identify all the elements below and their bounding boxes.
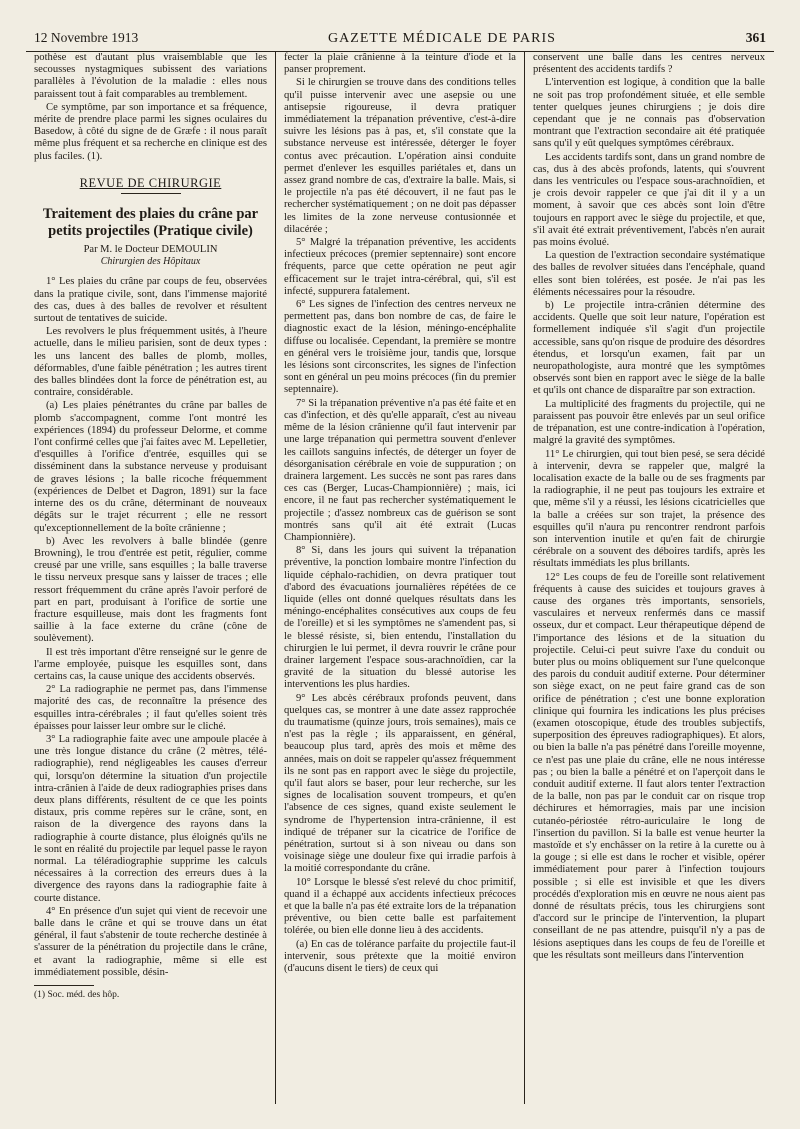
paragraph: conservent une balle dans les centres nerveux présentent des accidents tardifs ? xyxy=(533,52,765,76)
paragraph: La question de l'extraction secondaire systématique des balles de revolver situées dans l'encéphale, quand elles sont bien tolérées, est posée. Je n'ai pas les éléments nécessaires pour la résoudre. xyxy=(533,250,765,298)
column-1 xyxy=(26,52,275,1104)
paragraph: b) Avec les revolvers à balle blindée (genre Browning), le trou d'entrée est petit, régulier, comme creusé par une vrille, sans esquilles ; la balle traverse le tissu nerveux presque sans y laisser de traces ; elle ressort fréquemment du crâne après l'avoir perforé de part en part, produisant à l'orifice de sortie une fracture esquilleuse, mais dont les fragments font saillie à la face externe du crâne (cône de soulèvement). xyxy=(34,535,267,645)
paragraph: L'intervention est logique, à condition que la balle ne soit pas trop profondément située, et elle semble tenter quelques jeunes chirurgiens ; je dois dire cependant que je ne connais pas d'observation montrant que l'extraction secondaire ait été pratiquée sans qu'il y eût quelques symptômes cérébraux. xyxy=(533,77,765,150)
section-divider xyxy=(121,193,181,194)
section-title: REVUE DE CHIRURGIE xyxy=(79,175,222,190)
page-header xyxy=(26,30,774,47)
paragraph: (a) En cas de tolérance parfaite du projectile faut-il intervenir, sous prétexte que la moitié environ (d'aucuns disent le tiers) de ceux qui xyxy=(284,938,516,975)
journal-title: GAZETTE MÉDICALE DE PARIS xyxy=(328,31,556,46)
paragraph: Si le chirurgien se trouve dans des conditions telles qu'il puisse intervenir avec une asepsie ou une antisepsie rigoureuse, il devra pratiquer immédiatement la trépanation préventive, c'est-à-dire suivre les lésions pas à pas, et, s'il constate que la substance nerveuse est intéressée, déterger le foyer contus avec précaution. L'opération ainsi conduite permet d'enlever les esquilles pariétales et, dans un assez grand nombre de cas, d'extraire la balle. Mais, si le projectile n'a pas été découvert, il ne faut pas le rechercher systématiquement ; on ne doit pas dépasser les limites de la zone nerveuse contusionnée et dilacérée ; xyxy=(284,77,516,235)
paragraph: Il est très important d'être renseigné sur le genre de l'arme employée, puisque les esquilles sont, dans certains cas, la cause unique des accidents observés. xyxy=(34,646,267,682)
author-role: Chirurgien des Hôpitaux xyxy=(100,256,201,268)
paragraph: 1° Les plaies du crâne par coups de feu, observées dans la pratique civile, sont, dans l'immense majorité des cas, dues à des balles de revolver et résultent surtout de tentatives de suicide. xyxy=(34,276,267,325)
footnote: (1) Soc. méd. des hôp. xyxy=(34,985,94,1001)
paragraph: 9° Les abcès cérébraux profonds peuvent, dans quelques cas, se montrer à une date assez rapprochée du traumatisme (quinze jours, trois semaines), mais ce n'est pas la règle ; ils apparaissent, en général, beaucoup plus tard, après des mois et même des années, mais on doit se rappeler qu'assez fréquemment ils ne sont pas en rapport avec le siège du projectile, qu'il faut alors se baser, pour leur recherche, sur les signes de localisation souvent trompeurs, et qu'en l'absence de ces signes, quand existe seulement le syndrome de l'hypertension intra-crânienne, il est indiqué de trépaner sur la cicatrice de l'orifice de pénétration, surtout si à son niveau ou dans son voisinage siège une douleur fixe qui irradie parfois à la moitié correspondante du crâne. xyxy=(284,692,516,875)
paragraph: pothèse est d'autant plus vraisemblable que les secousses nystagmiques subissent des variations parallèles à l'évolution de la maladie : elles nous paraissent tout à fait comparables au tremblement. xyxy=(34,52,267,100)
paragraph: 11° Le chirurgien, qui tout bien pesé, se sera décidé à intervenir, devra se rappeler que, malgré la localisation exacte de la balle ou de ses fragments par la radiographie, il ne peut pas toujours les extraire et que, même s'il y a réussi, les lésions cicatricielles que la balle a créées sur son trajet, la présence des esquilles qu'il n'aura pu rencontrer rendront parfois son intervention inutile et qu'en fait de chirurgie cérébrale on a souvent des déboires tardifs, après les résultats immédiats les plus brillants. xyxy=(533,448,765,570)
paragraph: 2° La radiographie ne permet pas, dans l'immense majorité des cas, de reconnaître la présence des esquilles intra-cérébrales ; il faut qu'elles soient très épaisses pour laisser leur ombre sur le cliché. xyxy=(34,684,267,732)
paragraph: fecter la plaie crânienne à la teinture d'iode et la panser proprement. xyxy=(284,52,516,76)
issue-date: 12 Novembre 1913 xyxy=(34,30,139,45)
paragraph: (a) Les plaies pénétrantes du crâne par balles de plomb s'accompagnent, comme l'ont montré les expériences (1894) du professeur Delorme, et comme l'ont confirmé celles que j'ai faites avec M. Lepelletier, d'esquilles à l'orifice d'entrée, esquilles qui se disséminent dans la substance nerveuse y produisant de graves lésions ; la balle ricoche fréquemment (expériences de Delbet et Dagron, 1891) sur la face interne des os du crâne, déterminant de nouveaux dégâts sur le trajet récurrent ; elle ne ressort qu'exceptionnellement de la boîte crânienne ; xyxy=(34,400,267,534)
paragraph: Les accidents tardifs sont, dans un grand nombre de cas, dus à des abcès profonds, latents, qui s'ouvrent dans les ventricules ou l'espace sous-arachnoïdien, et je crois devoir rappeler ce que j'ai dit il y a un moment, à savoir que ces abcès sont loin d'être toujours en rapport avec le siège du projectile, et que, s'il avait été extrait préventivement, l'abcès n'en aurait pas moins évolué. xyxy=(533,151,765,249)
column-3 xyxy=(524,52,773,1104)
paragraph: 4° En présence d'un sujet qui vient de recevoir une balle dans le crâne et qui se trouve dans un état général, il faut s'abstenir de toute recherche destinée à s'assurer de la pénétration du projectile dans le crâne, et avant la radiographie, même si elle est immédiatement possible, désin- xyxy=(34,905,267,978)
page-number: 361 xyxy=(745,30,766,45)
column-2 xyxy=(275,52,524,1104)
paragraph: Ce symptôme, par son importance et sa fréquence, mérite de prendre place parmi les signes oculaires du Basedow, à côté du signe de de Græfe : il nous paraît même plus fréquent et sa recherche en clinique est des plus faciles. (1). xyxy=(34,101,267,162)
paragraph: 3° La radiographie faite avec une ampoule placée à une très longue distance du crâne (2 mètres, téléradiographie), rend négligeables les causes d'erreur qui, lorsqu'on détermine la situation d'un projectile intra-crânien à l'aide de deux radiographies prises dans deux plans différents, résultent de ce que les points distaux, pris comme repères sur le crâne, sont, en raison de la divergence des rayons dans la radiographie à courte distance, plus éloignés qu'ils ne le sont en réalité du projectile par lequel passe le rayon normal. La téléradiographie supprime les calculs nécessaires à la correction des erreurs dues à la divergence des rayons dans la radiographie faite à courte distance. xyxy=(34,733,267,904)
article-title: Traitement des plaies du crâne par petits projectiles (Pratique civile) xyxy=(42,206,259,240)
paragraph: 5° Malgré la trépanation préventive, les accidents infectieux précoces (premier septennaire) sont encore fréquents, parce que cette opération ne peut agir efficacement sur le trajet intra-cérébral, qui, s'il est infecté, suppurera fatalement. xyxy=(284,237,516,297)
author-name: Par M. le Docteur DEMOULIN xyxy=(83,244,218,256)
paragraph: 6° Les signes de l'infection des centres nerveux ne permettent pas, dans bon nombre de cas, de faire le diagnostic exact de la lésion, méningo-encéphalite diffuse ou localisée. Cependant, la première se montre en général vers le troisième jour, tandis que, lorsque les lésions sont circonscrites, les signes de l'infection sont en général un peu moins précoces (fin du premier septennaire). xyxy=(284,299,516,396)
paragraph: 8° Si, dans les jours qui suivent la trépanation préventive, la ponction lombaire montre l'infection du liquide céphalo-rachidien, on devra pratiquer tout d'abord des évacuations journalières répétées de ce liquide (elles ont donné quelques résultats dans les méningo-encéphalites consécutives aux coups de feu de l'oreille) et si les symptômes ne s'amendent pas, si le blessé résiste, si, bien entendu, l'installation du chirurgien le lui permet, il devra rouvrir le crâne pour drainer largement l'espace sous-arachnoïdien, car la gravité de la situation du blessé autorise les interventions les plus hardies. xyxy=(284,545,516,691)
paragraph: b) Le projectile intra-crânien détermine des accidents. Quelle que soit leur nature, l'opération est formellement indiquée s'il s'agit d'un projectile accessible, sans qu'on risque de produire des désordres étendus, et lorsqu'un examen, fait par un neuropathologiste, aura montré que les symptômes observés sont bien en rapport avec le siège de la balle et qu'ils ont chance de disparaître par son extraction. xyxy=(533,300,765,397)
paragraph: 10° Lorsque le blessé s'est relevé du choc primitif, quand il a échappé aux accidents infectieux précoces et que la balle n'a pas été extraite lors de la trépanation préventive, ou bien cette balle est parfaitement tolérée, ou bien elle donne lieu à des accidents. xyxy=(284,876,516,937)
paragraph: 12° Les coups de feu de l'oreille sont relativement fréquents à cause des suicides et toujours graves à cause des organes très importants, sensoriels, vasculaires et nerveux renfermés dans ce massif osseux, dur et compact. Leur thérapeutique dépend de l'importance des lésions et de la situation du projectile. Celui-ci peut suivre l'axe du conduit ou buter plus ou moins obliquement sur l'une quelconque des parois du conduit auditif externe. Pour déterminer son siège exact, on ne peut faire grand cas de son orifice de pénétration ; c'est une bonne exploration clinique qui fournira les indications les plus précises (examen otoscopique, étude des troubles subjectifs, superposition des épreuves radiographiques). Et alors, ou bien la balle n'a pas pénétré dans l'oreille moyenne, ce n'est pas une plaie du crâne, elle ne nous intéresse pas ; ou bien la balle a pénétré et on l'aperçoit dans le conduit auditif externe. Il faut alors tenter l'extraction de la balle, non pas par le conduit car on risque trop déchirures et hémorragies, mais par une incision cutanéo-périostée rétro-auriculaire le long de l'insertion du pavillon. Si la balle est venue heurter la mastoïde et s'y enchâsser on la retire à la curette ou à la gouge ; si elle est dans le rocher et visible, opérer immédiatement pour parer à l'infection toujours possible ; si elle est invisible et que les divers procédés d'exploration mis en œuvre ne nous aient pas donné de résultats précis, tous les chirurgiens sont d'accord sur le principe de l'intervention, la plupart conseillant de ne pas attendre, puisqu'il n'y a pas de lésions aseptiques dans les coups de feu de l'oreille et que les résultats sont meilleurs dans l'intervention xyxy=(533,571,765,961)
paragraph: La multiplicité des fragments du projectile, qui ne paraissent pas pouvoir être enlevés par un seul orifice de trépanation, est une contre-indication à l'opération, malgré la gravité des symptômes. xyxy=(533,398,765,447)
paragraph: 7° Si la trépanation préventive n'a pas été faite et en cas d'infection, et dès qu'elle apparaît, c'est au niveau même de la lésion crânienne qu'il faut intervenir par une large trépanation qui permettra souvent d'enlever les caillots sanguins infectés, de déterger un foyer de désorganisation cérébrale en voie de suppuration ; on drainera largement. Les succès ne sont pas rares dans ces cas (Berger, Lucas-Championnière) ; mais, ici encore, il ne faut pas rechercher systématiquement le projectile ; d'assez nombreux cas de guérison se sont montrés sans qu'il ait été extrait (Lucas Championnière). xyxy=(284,397,516,543)
paragraph: Les revolvers le plus fréquemment usités, à l'heure actuelle, dans le milieu parisien, sont de deux types : les uns lancent des balles de plomb, molles, déformables, d'une faible pénétration ; les autres tirent des balles blindées dont la force de pénétration est, au contraire, considérable. xyxy=(34,326,267,399)
text-columns xyxy=(26,52,774,1104)
